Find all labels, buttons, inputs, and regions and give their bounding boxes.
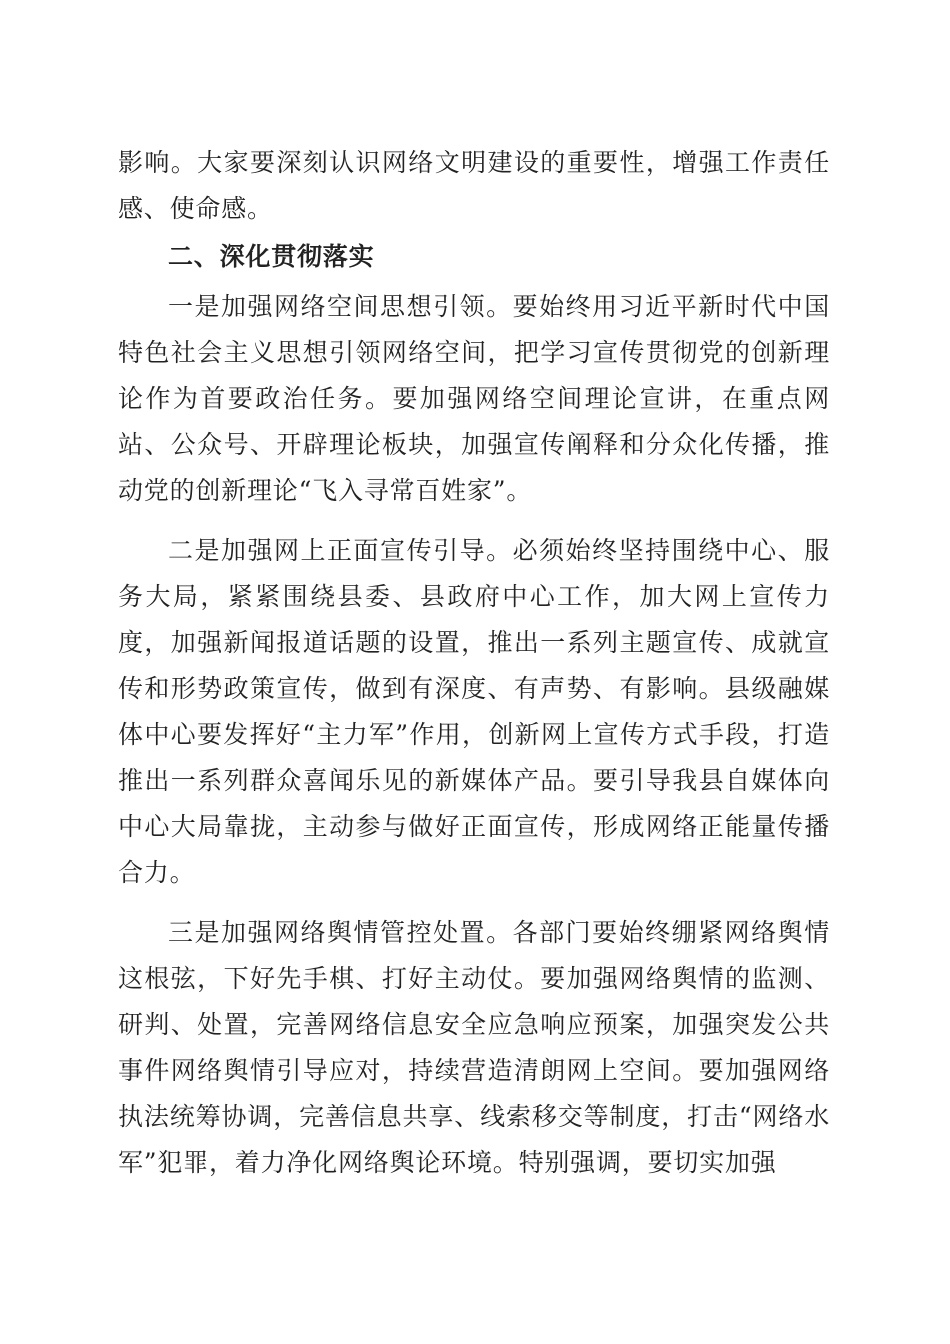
section-heading: 二、深化贯彻落实	[168, 242, 375, 271]
paragraph-3-lead: 三是加强网络舆情管控处置。	[168, 918, 513, 947]
document-body	[118, 140, 830, 1186]
paragraph-1-body: 要始终用习近平新时代中国特色社会主义思想引领网络空间，把学习宣传贯彻党的创新理论作为首要政治任务。要加强网络空间理论宣讲，在重点网站、公众号、开辟理论板块，加强宣传阐释和分众化传播，推动党的创新理论“飞入寻常百姓家”。	[118, 292, 830, 505]
intro-continuation-paragraph: 影响。大家要深刻认识网络文明建设的重要性，增强工作责任感、使命感。	[118, 148, 830, 223]
paragraph-1-lead: 一是加强网络空间思想引领。	[168, 292, 513, 321]
paragraph-2-lead: 二是加强网上正面宣传引导。	[168, 536, 513, 565]
paragraph-1	[118, 284, 830, 514]
paragraph-3	[118, 910, 830, 1186]
paragraph-2-body: 必须始终坚持围绕中心、服务大局，紧紧围绕县委、县政府中心工作，加大网上宣传力度，加强新闻报道话题的设置，推出一系列主题宣传、成就宣传和形势政策宣传，做到有深度、有声势、有影响。县级融媒体中心要发挥好“主力军”作用，创新网上宣传方式手段，打造推出一系列群众喜闻乐见的新媒体产品。要引导我县自媒体向中心大局靠拢，主动参与做好正面宣传，形成网络正能量传播合力。	[118, 536, 830, 887]
paragraph-2	[118, 528, 830, 896]
paragraph-3-body: 各部门要始终绷紧网络舆情这根弦，下好先手棋、打好主动仗。要加强网络舆情的监测、研判、处置，完善网络信息安全应急响应预案，加强突发公共事件网络舆情引导应对，持续营造清朗网上空间。要加强网络执法统筹协调，完善信息共享、线索移交等制度，打击“网络水军”犯罪，着力净化网络舆论环境。特别强调，要切实加强	[118, 918, 830, 1177]
